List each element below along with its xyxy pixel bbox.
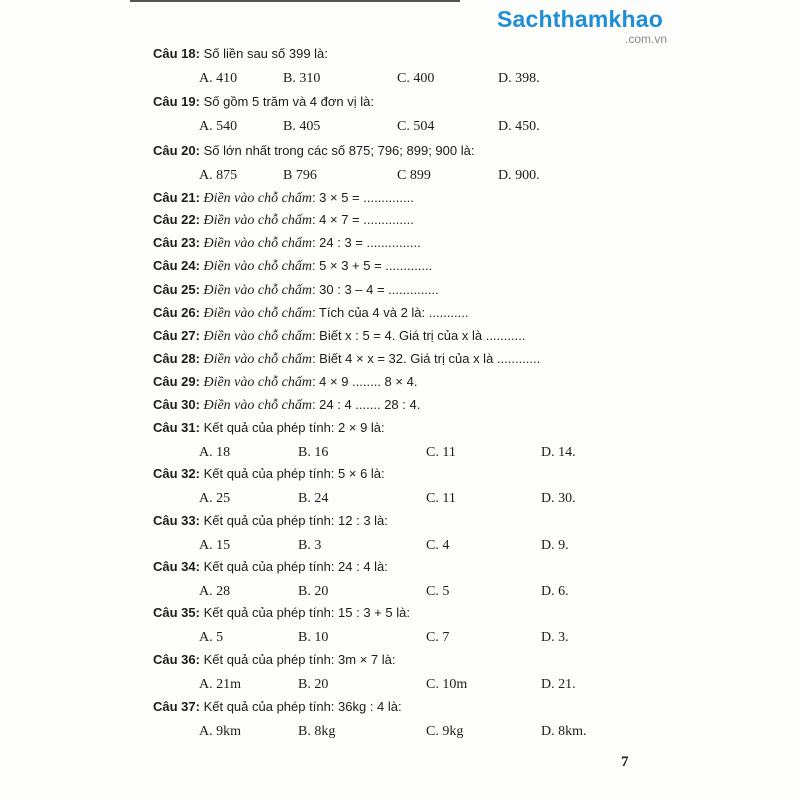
question-number: Câu 34: (153, 559, 200, 574)
question-text: Kết quả của phép tính: 12 : 3 là: (199, 513, 388, 528)
answer-option-35-c: C. 7 (426, 630, 450, 645)
logo-domain: .com.vn (624, 32, 667, 46)
answer-option-19-c: C. 504 (397, 119, 435, 134)
answer-option-32-d: D. 30. (541, 491, 576, 506)
question-text: : 4 × 9 ........ 8 × 4. (311, 374, 418, 389)
answer-option-35-a: A. 5 (199, 630, 224, 645)
question-text: Kết quả của phép tính: 5 × 6 là: (199, 466, 385, 481)
question-number: Câu 25: (153, 282, 200, 297)
question-text: Kết quả của phép tính: 2 × 9 là: (199, 420, 385, 435)
answer-option-33-d: D. 9. (541, 538, 569, 553)
question-text: : Biết x : 5 = 4. Giá trị của x là ........... (311, 328, 526, 343)
fill-instruction: Điền vào chỗ chấm (199, 352, 312, 367)
question-32 (153, 466, 385, 483)
fill-instruction: Điền vào chỗ chấm (199, 398, 312, 413)
answer-option-34-d: D. 6. (541, 584, 569, 599)
question-number: Câu 35: (153, 605, 200, 620)
answer-option-36-c: C. 10m (426, 677, 468, 692)
question-37 (153, 699, 402, 716)
answer-option-31-d: D. 14. (541, 445, 576, 460)
question-text: : 24 : 4 ....... 28 : 4. (311, 397, 421, 412)
question-number: Câu 21: (153, 190, 200, 205)
answer-option-32-a: A. 25 (199, 491, 231, 506)
answer-option-34-a: A. 28 (199, 584, 231, 599)
question-number: Câu 22: (153, 212, 200, 227)
question-24 (153, 258, 432, 275)
answer-option-37-a: A. 9km (199, 724, 241, 739)
question-36 (153, 652, 395, 669)
question-text: Số liền sau số 399 là: (199, 46, 328, 61)
question-text: Kết quả của phép tính: 15 : 3 + 5 là: (199, 605, 410, 620)
answer-option-20-a: A. 875 (199, 168, 238, 183)
question-text: : 30 : 3 – 4 = .............. (311, 282, 439, 297)
question-text: Số gồm 5 trăm và 4 đơn vị là: (199, 94, 374, 109)
top-rule (130, 0, 460, 2)
logo-wordmark: Sachthamkhao (497, 6, 664, 32)
question-text: : 3 × 5 = .............. (311, 190, 414, 205)
answer-option-18-d: D. 398. (498, 71, 540, 86)
question-text: : 5 × 3 + 5 = ............. (311, 258, 433, 273)
question-number: Câu 31: (153, 420, 200, 435)
answer-option-20-c: C 899 (397, 168, 431, 183)
answer-option-37-d: D. 8km. (541, 724, 587, 739)
question-number: Câu 26: (153, 305, 200, 320)
fill-instruction: Điền vào chỗ chấm (199, 375, 312, 390)
question-number: Câu 29: (153, 374, 200, 389)
question-text: : Tích của 4 và 2 là: ........... (311, 305, 469, 320)
question-23 (153, 235, 421, 252)
question-text: Kết quả của phép tính: 24 : 4 là: (199, 559, 388, 574)
answer-option-18-b: B. 310 (283, 71, 321, 86)
question-34 (153, 559, 388, 576)
question-33 (153, 513, 388, 530)
answer-option-33-a: A. 15 (199, 538, 231, 553)
page-number: 7 (621, 754, 629, 770)
question-number: Câu 18: (153, 46, 200, 61)
answer-option-31-a: A. 18 (199, 445, 231, 460)
question-number: Câu 33: (153, 513, 200, 528)
answer-option-31-c: C. 11 (426, 445, 456, 460)
question-19 (153, 94, 374, 111)
question-number: Câu 37: (153, 699, 200, 714)
question-number: Câu 32: (153, 466, 200, 481)
question-number: Câu 28: (153, 351, 200, 366)
question-21 (153, 190, 414, 207)
question-text: : 24 : 3 = ............... (311, 235, 421, 250)
question-35 (153, 605, 410, 622)
answer-option-36-d: D. 21. (541, 677, 576, 692)
fill-instruction: Điền vào chỗ chấm (199, 236, 312, 251)
question-20 (153, 143, 474, 160)
question-number: Câu 23: (153, 235, 200, 250)
question-30 (153, 397, 420, 414)
question-26 (153, 305, 469, 322)
question-text: Kết quả của phép tính: 3m × 7 là: (199, 652, 396, 667)
answer-option-35-d: D. 3. (541, 630, 569, 645)
question-number: Câu 24: (153, 258, 200, 273)
question-number: Câu 20: (153, 143, 200, 158)
answer-option-37-c: C. 9kg (426, 724, 464, 739)
fill-instruction: Điền vào chỗ chấm (199, 259, 312, 274)
answer-option-19-d: D. 450. (498, 119, 540, 134)
question-text: : Biết 4 × x = 32. Giá trị của x là ............ (311, 351, 541, 366)
answer-option-35-b: B. 10 (298, 630, 329, 645)
answer-option-37-b: B. 8kg (298, 724, 336, 739)
answer-option-19-b: B. 405 (283, 119, 321, 134)
answer-option-34-c: C. 5 (426, 584, 450, 599)
answer-option-18-c: C. 400 (397, 71, 435, 86)
fill-instruction: Điền vào chỗ chấm (199, 191, 312, 206)
answer-option-33-b: B. 3 (298, 538, 322, 553)
fill-instruction: Điền vào chỗ chấm (199, 213, 312, 228)
question-text: Kết quả của phép tính: 36kg : 4 là: (199, 699, 402, 714)
question-number: Câu 36: (153, 652, 200, 667)
answer-option-31-b: B. 16 (298, 445, 329, 460)
site-logo (497, 6, 667, 46)
answer-option-32-c: C. 11 (426, 491, 456, 506)
answer-option-34-b: B. 20 (298, 584, 329, 599)
question-text: Số lớn nhất trong các số 875; 796; 899; 900 là: (199, 143, 475, 158)
answer-option-36-b: B. 20 (298, 677, 329, 692)
question-31 (153, 420, 385, 437)
question-22 (153, 212, 414, 229)
answer-option-18-a: A. 410 (199, 71, 238, 86)
fill-instruction: Điền vào chỗ chấm (199, 306, 312, 321)
answer-option-32-b: B. 24 (298, 491, 329, 506)
fill-instruction: Điền vào chỗ chấm (199, 283, 312, 298)
question-number: Câu 30: (153, 397, 200, 412)
answer-option-20-d: D. 900. (498, 168, 540, 183)
question-28 (153, 351, 540, 368)
question-number: Câu 19: (153, 94, 200, 109)
question-27 (153, 328, 525, 345)
question-number: Câu 27: (153, 328, 200, 343)
question-29 (153, 374, 417, 391)
fill-instruction: Điền vào chỗ chấm (199, 329, 312, 344)
answer-option-36-a: A. 21m (199, 677, 241, 692)
question-18 (153, 46, 328, 63)
answer-option-20-b: B 796 (283, 168, 317, 183)
question-25 (153, 282, 439, 299)
answer-option-33-c: C. 4 (426, 538, 450, 553)
question-text: : 4 × 7 = .............. (311, 212, 414, 227)
answer-option-19-a: A. 540 (199, 119, 238, 134)
